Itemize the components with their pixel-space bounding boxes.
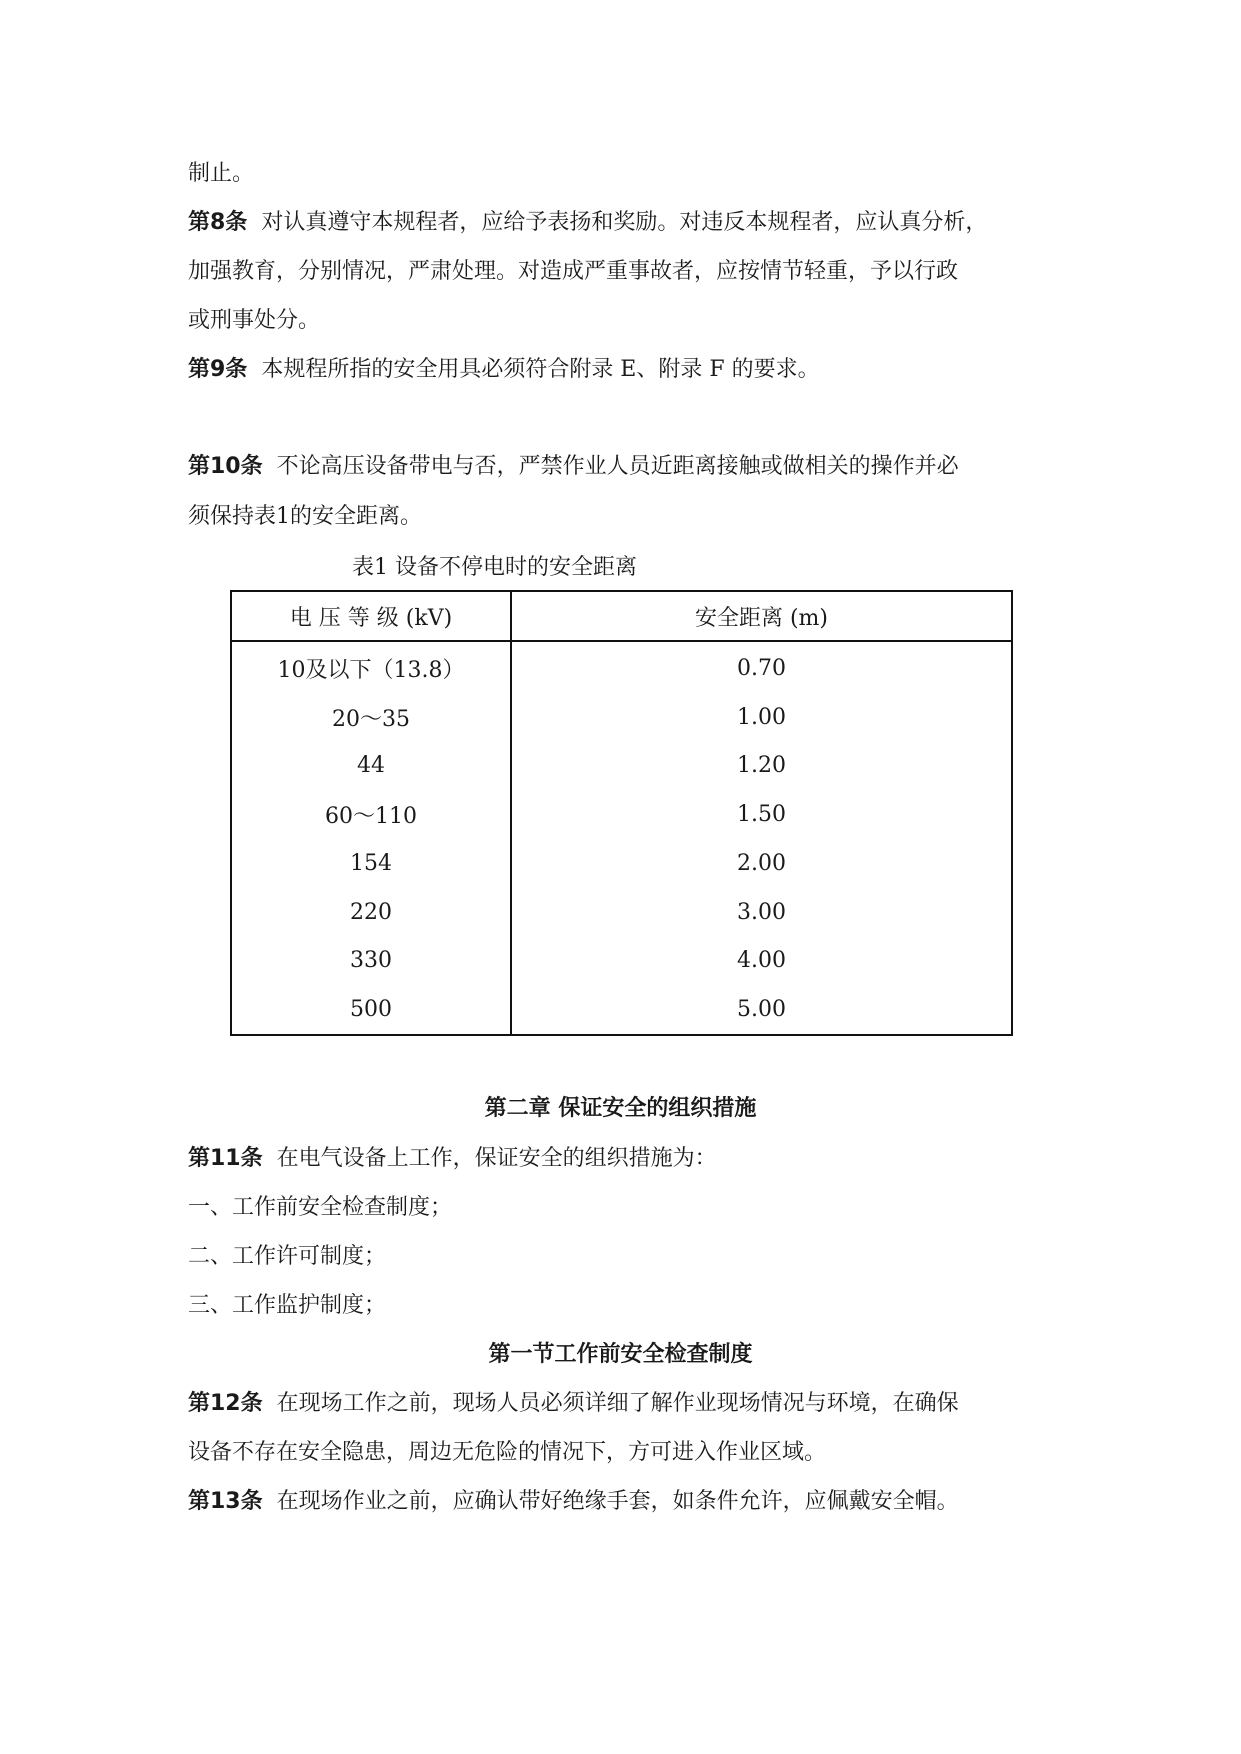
article-13: 第13条 在现场作业之前，应确认带好绝缘手套，如条件允许，应佩戴安全帽。 bbox=[188, 1489, 959, 1514]
table-row bbox=[231, 839, 1012, 888]
voltage-cell: 220 bbox=[231, 888, 511, 937]
voltage-cell: 44 bbox=[231, 742, 511, 791]
article-number: 第9条 bbox=[188, 357, 248, 382]
table-header-row bbox=[231, 591, 1012, 641]
paragraph-line: 加强教育，分别情况，严肃处理。对造成严重事故者，应按情节轻重，予以行政 bbox=[188, 259, 959, 284]
distance-cell: 3.00 bbox=[737, 899, 786, 925]
distance-cell: 1.20 bbox=[737, 753, 786, 779]
header-voltage: 电 压 等 级 (kV) bbox=[231, 591, 511, 641]
safety-distance-table bbox=[230, 590, 1013, 1036]
article-number: 第11条 bbox=[188, 1146, 263, 1171]
article-8: 第8条 对认真遵守本规程者，应给予表扬和奖励。对违反本规程者，应认真分析， bbox=[188, 210, 988, 235]
article-9: 第9条 本规程所指的安全用具必须符合附录 E、附录 F 的要求。 bbox=[188, 357, 820, 382]
voltage-cell: 60～110 bbox=[231, 790, 511, 839]
voltage-cell: 154 bbox=[231, 839, 511, 888]
table-row bbox=[231, 985, 1012, 1035]
paragraph-line: 制止。 bbox=[188, 161, 255, 186]
table-row bbox=[231, 790, 1012, 839]
table-row bbox=[231, 888, 1012, 937]
voltage-cell: 10及以下（13.8） bbox=[231, 641, 511, 693]
list-item: 三、工作监护制度； bbox=[188, 1293, 387, 1318]
list-item: 一、工作前安全检查制度； bbox=[188, 1195, 453, 1220]
voltage-cell: 330 bbox=[231, 937, 511, 986]
section-title: 第一节工作前安全检查制度 bbox=[488, 1342, 753, 1367]
paragraph-line: 或刑事处分。 bbox=[188, 308, 321, 333]
table-row bbox=[231, 693, 1012, 742]
table-caption: 表1 设备不停电时的安全距离 bbox=[352, 555, 637, 580]
article-11: 第11条 在电气设备上工作，保证安全的组织措施为： bbox=[188, 1146, 717, 1171]
header-distance: 安全距离 (m) bbox=[511, 591, 1012, 641]
distance-cell: 0.70 bbox=[737, 655, 786, 681]
table-row bbox=[231, 742, 1012, 791]
article-number: 第10条 bbox=[188, 454, 263, 479]
paragraph-line: 须保持表1的安全距离。 bbox=[188, 504, 422, 529]
chapter-title: 第二章 保证安全的组织措施 bbox=[484, 1096, 757, 1121]
voltage-cell: 500 bbox=[231, 985, 511, 1035]
distance-cell: 1.00 bbox=[737, 704, 786, 730]
voltage-cell: 20～35 bbox=[231, 693, 511, 742]
distance-cell: 1.50 bbox=[737, 802, 786, 828]
distance-cell: 2.00 bbox=[737, 850, 786, 876]
distance-cell: 5.00 bbox=[737, 997, 786, 1023]
paragraph-line: 设备不存在安全隐患，周边无危险的情况下，方可进入作业区域。 bbox=[188, 1440, 827, 1465]
article-number: 第13条 bbox=[188, 1489, 263, 1514]
article-number: 第8条 bbox=[188, 210, 248, 235]
article-12: 第12条 在现场工作之前，现场人员必须详细了解作业现场情况与环境，在确保 bbox=[188, 1391, 959, 1416]
table-row bbox=[231, 641, 1012, 693]
table-row bbox=[231, 937, 1012, 986]
distance-cell: 4.00 bbox=[737, 948, 786, 974]
list-item: 二、工作许可制度； bbox=[188, 1244, 387, 1269]
article-number: 第12条 bbox=[188, 1391, 263, 1416]
article-10: 第10条 不论高压设备带电与否，严禁作业人员近距离接触或做相关的操作并必 bbox=[188, 454, 959, 479]
